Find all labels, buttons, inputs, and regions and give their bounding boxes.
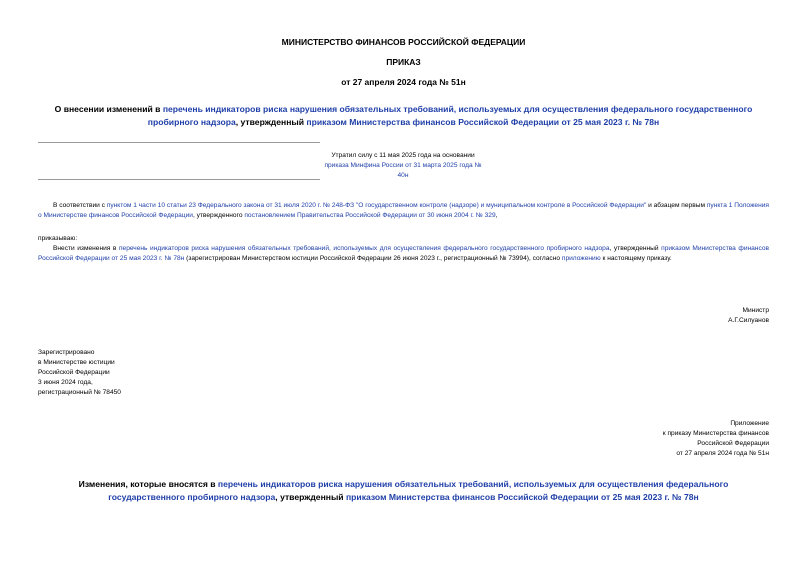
doc-date-number: от 27 апреля 2024 года № 51н: [341, 77, 466, 87]
order-text: (зарегистрирован Министерством юстиции Российской Федерации 26 июня 2023 г., регистрационный № 73994), согласно: [184, 255, 562, 262]
preamble-text: ,: [495, 212, 498, 219]
changes-title: [50, 478, 757, 503]
divider-bottom: [38, 179, 320, 180]
regulation-link[interactable]: пункта 1 Положения о Министерстве финансов Российской Федерации: [38, 202, 769, 219]
signature-block: [569, 306, 769, 326]
title-list-link[interactable]: перечень индикаторов риска нарушения обязательных требований, используемых для осуществления федерального государственного пробирного надзора: [147, 104, 753, 127]
status-note-link[interactable]: приказа Минфина России от 31 марта 2025 года № 40н: [324, 162, 482, 179]
orders-label: приказываю:: [38, 235, 78, 242]
appendix-line: Приложение: [730, 420, 769, 427]
registration-line: 3 июня 2024 года,: [38, 379, 93, 386]
divider-top: [38, 142, 320, 143]
document-title: [30, 103, 777, 128]
changes-title-text: , утвержденный: [275, 491, 346, 502]
order-paragraph: [38, 244, 769, 264]
changes-title-text: Изменения, которые вносятся в: [78, 479, 218, 489]
appendix-block: [519, 419, 769, 459]
order-text: к настоящему приказу.: [600, 255, 672, 262]
registration-block: [38, 348, 238, 398]
indicator-list-link[interactable]: перечень индикаторов риска нарушения обязательных требований, используемых для осуществления федерального государственного пробирного надзора: [118, 245, 610, 252]
changes-order-link[interactable]: приказом Министерства финансов Российской Федерации от 25 мая 2023 г. № 78н: [345, 491, 699, 502]
order-78n-link[interactable]: приказом Министерства финансов Российской Федерации от 25 мая 2023 г. № 78н: [38, 245, 769, 262]
doc-type-heading: ПРИКАЗ: [386, 57, 421, 67]
registration-line: Российской Федерации: [38, 369, 110, 376]
title-text: , утвержденный: [235, 116, 307, 127]
preamble-text: , утвержденного: [192, 212, 245, 219]
registration-line: регистрационный № 78450: [38, 389, 121, 396]
order-text: , утвержденный: [609, 245, 662, 252]
government-decree-link[interactable]: постановлением Правительства Российской Федерации от 30 июня 2004 г. № 329: [244, 212, 496, 219]
signature-name: А.Г.Силуанов: [728, 317, 769, 324]
registration-line: Зарегистрировано: [38, 349, 95, 356]
federal-law-link[interactable]: пунктом 1 части 10 статьи 23 Федерального закона от 31 июля 2020 г. № 248-ФЗ "О государственном контроле (надзоре) и муниципальном контроле в Российской Федерации": [106, 202, 647, 209]
status-note-text: Утратил силу с 11 мая 2025 года на основании: [331, 152, 475, 159]
ministry-heading: МИНИСТЕРСТВО ФИНАНСОВ РОССИЙСКОЙ ФЕДЕРАЦИИ: [281, 37, 526, 47]
registration-line: в Министерстве юстиции: [38, 359, 115, 366]
appendix-line: к приказу Министерства финансов: [662, 430, 769, 437]
order-text: Внести изменения в: [53, 245, 119, 252]
appendix-line: от 27 апреля 2024 года № 51н: [676, 450, 769, 457]
changes-list-link[interactable]: перечень индикаторов риска нарушения обязательных требований, используемых для осуществления федерального государственного пробирного надзора: [108, 479, 729, 502]
preamble-text: и абзацем первым: [646, 202, 707, 209]
status-note: [322, 151, 484, 181]
title-order-link[interactable]: приказом Министерства финансов Российской Федерации от 25 мая 2023 г. № 78н: [306, 116, 660, 127]
preamble-text: В соответствии с: [53, 202, 107, 209]
appendix-link[interactable]: приложению: [561, 255, 601, 262]
appendix-line: Российской Федерации: [697, 440, 769, 447]
title-text: О внесении изменений в: [54, 104, 163, 114]
preamble-paragraph: [38, 201, 769, 221]
signature-position: Министр: [742, 307, 769, 314]
